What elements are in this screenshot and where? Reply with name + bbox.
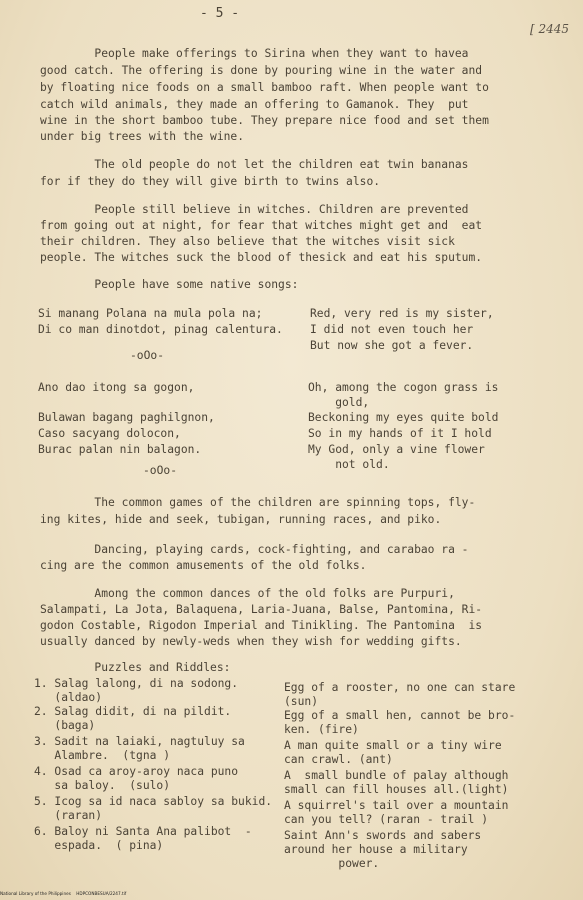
riddle-line: A man quite small or a tiny wire (284, 739, 502, 752)
text-line: ing kites, hide and seek, tubigan, running races, and piko. (40, 513, 442, 526)
text-line: Red, very red is my sister, (310, 307, 494, 320)
text-line: wine in the short bamboo tube. They prepare nice food and set them (40, 114, 489, 127)
riddle-line: ken. (fire) (284, 723, 359, 736)
text-line: I did not even touch her (310, 323, 474, 336)
text-line: Ano dao itong sa gogon, (38, 381, 195, 394)
text-line: Salampati, La Jota, Balaquena, Laria-Juana, Balse, Pantomina, Ri- (40, 603, 483, 616)
riddle-line: Egg of a rooster, no one can stare (284, 681, 516, 694)
riddle-line: small can fill houses all.(light) (284, 783, 509, 796)
text-line: people. The witches suck the blood of thesick and eat his sputum. (40, 251, 483, 264)
text-line: My God, only a vine flower (308, 443, 485, 456)
text-line: Oh, among the cogon grass is (308, 381, 499, 394)
text-line: Dancing, playing cards, cock-fighting, and carabao ra - (40, 543, 469, 556)
text-line: catch wild animals, they made an offering to Gamanok. They put (40, 98, 469, 111)
riddle-line: can you tell? (raran - trail ) (284, 813, 489, 826)
riddle-line: espada. ( pina) (34, 839, 164, 852)
songs-intro: People have some native songs: (40, 278, 299, 291)
text-line: Bulawan bagang paghilgnon, (38, 411, 215, 424)
text-line: Si manang Polana na mula pola na; (38, 307, 263, 320)
text-line: So in my hands of it I hold (308, 427, 492, 440)
text-line: Among the common dances of the old folks are Purpuri, (40, 587, 455, 600)
text-line: Caso sacyang dolocon, (38, 427, 181, 440)
separator: -oOo- (130, 349, 165, 362)
text-line: usually danced by newly-weds when they wish for wedding gifts. (40, 635, 462, 648)
riddle-line: (aldao) (34, 691, 103, 704)
text-line: Di co man dinotdot, pinag calentura. (38, 323, 283, 336)
riddle-line: 5. Icog sa id naca sabloy sa bukid. (34, 795, 273, 808)
text-line: for if they do they will give birth to twins also. (40, 175, 381, 188)
riddle-line: 2. Salag didit, di na pildit. (34, 705, 232, 718)
page-number: - 5 - (200, 6, 240, 21)
riddle-line: can crawl. (ant) (284, 753, 393, 766)
text-line: The old people do not let the children eat twin bananas (40, 158, 469, 171)
text-line: not old. (308, 458, 390, 471)
text-line: Burac palan nin balagon. (38, 443, 202, 456)
riddle-line: 4. Osad ca aroy-aroy naca puno (34, 765, 239, 778)
text-line: gold, (308, 396, 370, 409)
text-line: cing are the common amusements of the old folks. (40, 559, 367, 572)
riddle-line: (raran) (34, 809, 103, 822)
riddle-line: (sun) (284, 695, 319, 708)
text-line: by floating nice foods on a small bamboo raft. When people want to (40, 81, 489, 94)
text-line: The common games of the children are spinning tops, fly- (40, 496, 476, 509)
riddle-line: 6. Baloy ni Santa Ana palibot - (34, 825, 252, 838)
riddle-line: around her house a military (284, 843, 468, 856)
text-line: Beckoning my eyes quite bold (308, 411, 499, 424)
riddle-line: 3. Sadit na laiaki, nagtuluy sa (34, 735, 245, 748)
riddle-line: sa baloy. (sulo) (34, 779, 171, 792)
footer-source: National Library of the Philippines HDPCONBESUA/2247.tif (0, 891, 127, 896)
riddle-line: power. (284, 857, 380, 870)
text-line: People make offerings to Sirina when they want to havea (40, 47, 469, 60)
riddle-line: Egg of a small hen, cannot be bro- (284, 709, 516, 722)
riddles-title: Puzzles and Riddles: (40, 661, 231, 674)
riddle-line: A squirrel's tail over a mountain (284, 799, 509, 812)
riddle-line: 1. Salag lalong, di na sodong. (34, 677, 239, 690)
riddle-line: (baga) (34, 719, 96, 732)
separator: -oOo- (143, 464, 178, 477)
riddle-line: A small bundle of palay although (284, 769, 509, 782)
text-line: their children. They also believe that the witches visit sick (40, 235, 455, 248)
riddle-line: Alambre. (tgna ) (34, 749, 171, 762)
text-line: under big trees with the wine. (40, 130, 245, 143)
call-number-annotation: [ 2445 (530, 22, 570, 36)
text-line: good catch. The offering is done by pouring wine in the water and (40, 64, 483, 77)
text-line: godon Costable, Rigodon Imperial and Tinikling. The Pantomina is (40, 619, 483, 632)
text-line: from going out at night, for fear that witches might get and eat (40, 219, 483, 232)
text-line: But now she got a fever. (310, 339, 474, 352)
text-line: People still believe in witches. Children are prevented (40, 203, 469, 216)
riddle-line: Saint Ann's swords and sabers (284, 829, 482, 842)
